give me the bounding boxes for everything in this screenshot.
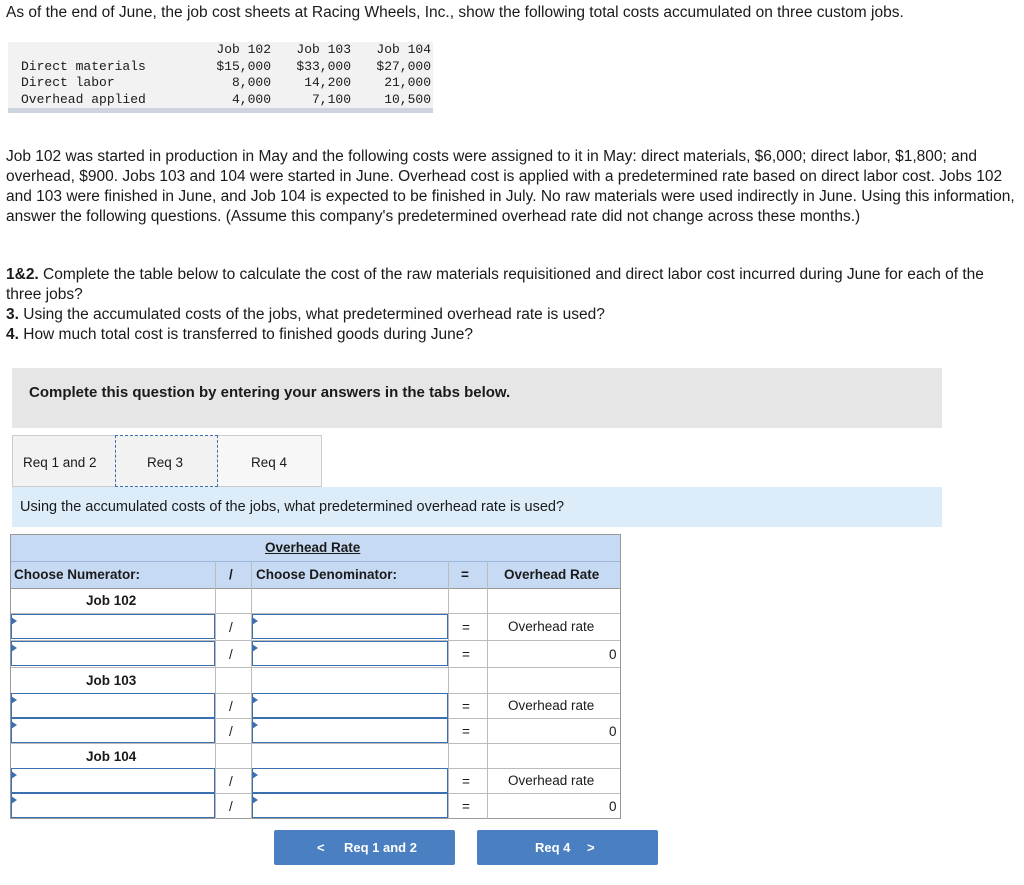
prev-req-button[interactable]: < Req 1 and 2 (274, 830, 455, 865)
job-cost-table (8, 42, 433, 113)
tab-req-1-and-2[interactable]: Req 1 and 2 (12, 435, 115, 487)
col-header-job-104: Job 104 (376, 42, 431, 57)
tab-req-4[interactable]: Req 4 (218, 435, 322, 487)
question-1-2: 1&2. Complete the table below to calculate the cost of the raw materials requisitioned and direct labor cost incurred during June for each of the three jobs? (6, 266, 984, 303)
job-102-label: Job 102 (86, 593, 137, 608)
question-4: 4. How much total cost is transferred to finished goods during June? (6, 326, 473, 343)
job-104-label: Job 104 (86, 749, 137, 764)
next-req-button[interactable]: Req 4 > (477, 830, 658, 865)
job-102-rate-label: Overhead rate (508, 619, 595, 634)
intro-text: As of the end of June, the job cost sheets at Racing Wheels, Inc., show the following total costs accumulated on three custom jobs. (6, 4, 904, 21)
col-header-job-103: Job 103 (296, 42, 351, 57)
job-104-numerator-input[interactable] (11, 768, 215, 793)
job-102-numerator-input-2[interactable] (11, 641, 215, 666)
table-row: Direct labor 8,000 14,200 21,000 (21, 75, 431, 90)
question-list (6, 265, 1018, 345)
table-row: Overhead applied 4,000 7,100 10,500 (21, 91, 431, 107)
job-103-numerator-input-2[interactable] (11, 718, 215, 743)
chevron-left-icon: < (317, 840, 325, 855)
denominator-header: Choose Denominator: (256, 567, 398, 582)
job-102-numerator-input[interactable] (11, 614, 215, 639)
instruction-banner: Complete this question by entering your answers in the tabs below. (12, 368, 942, 428)
active-question: Using the accumulated costs of the jobs, what predetermined overhead rate is used? (12, 487, 942, 527)
job-104-denominator-input[interactable] (252, 768, 448, 793)
job-103-result: 0 (609, 724, 617, 739)
job-104-result: 0 (609, 799, 617, 814)
col-header-job-102: Job 102 (216, 42, 271, 57)
slash-header: / (229, 567, 233, 582)
numerator-header: Choose Numerator: (14, 567, 141, 582)
job-103-numerator-input[interactable] (11, 693, 215, 718)
job-103-rate-label: Overhead rate (508, 698, 595, 713)
question-3: 3. Using the accumulated costs of the jobs, what predetermined overhead rate is used? (6, 306, 605, 323)
grid-title: Overhead Rate (265, 540, 361, 555)
chevron-right-icon: > (587, 840, 595, 855)
job-102-result: 0 (609, 647, 617, 662)
job-103-denominator-input-2[interactable] (252, 718, 448, 743)
job-104-numerator-input-2[interactable] (11, 793, 215, 818)
table-row: Direct materials $15,000 $33,000 $27,000 (21, 58, 431, 74)
job-104-rate-label: Overhead rate (508, 773, 595, 788)
job-103-label: Job 103 (86, 673, 137, 688)
result-header: Overhead Rate (504, 567, 600, 582)
job-104-denominator-input-2[interactable] (252, 793, 448, 818)
job-103-denominator-input[interactable] (252, 693, 448, 718)
job-102-denominator-input[interactable] (252, 614, 448, 639)
tab-req-3[interactable]: Req 3 (115, 435, 218, 487)
job-102-denominator-input-2[interactable] (252, 641, 448, 666)
problem-paragraph: Job 102 was started in production in May and the following costs were assigned to it in May: direct materials, $6,000; direct labor, $1,800; and overhead, $900. Jobs 103 and 104 were started in June. Overhead cost is applied with a predetermined rate based on direct labor cost. Jobs 102 and 103 were finished in June, and Job 104 is expected to be finished in July. No raw materials were used indirectly in June. Using this information, answer the following questions. (Assume this company's predetermined overhead rate did not change across these months.) (6, 148, 1015, 225)
equals-header: = (461, 567, 469, 582)
overhead-rate-grid: Overhead Rate Choose Numerator: / Choose Denominator: = Overhead Rate Job 102 / = Overhead rate / = 0 Job 103 / = Overhead rate / = 0 Job 104 / = Overhead rate / = 0 (10, 534, 621, 819)
